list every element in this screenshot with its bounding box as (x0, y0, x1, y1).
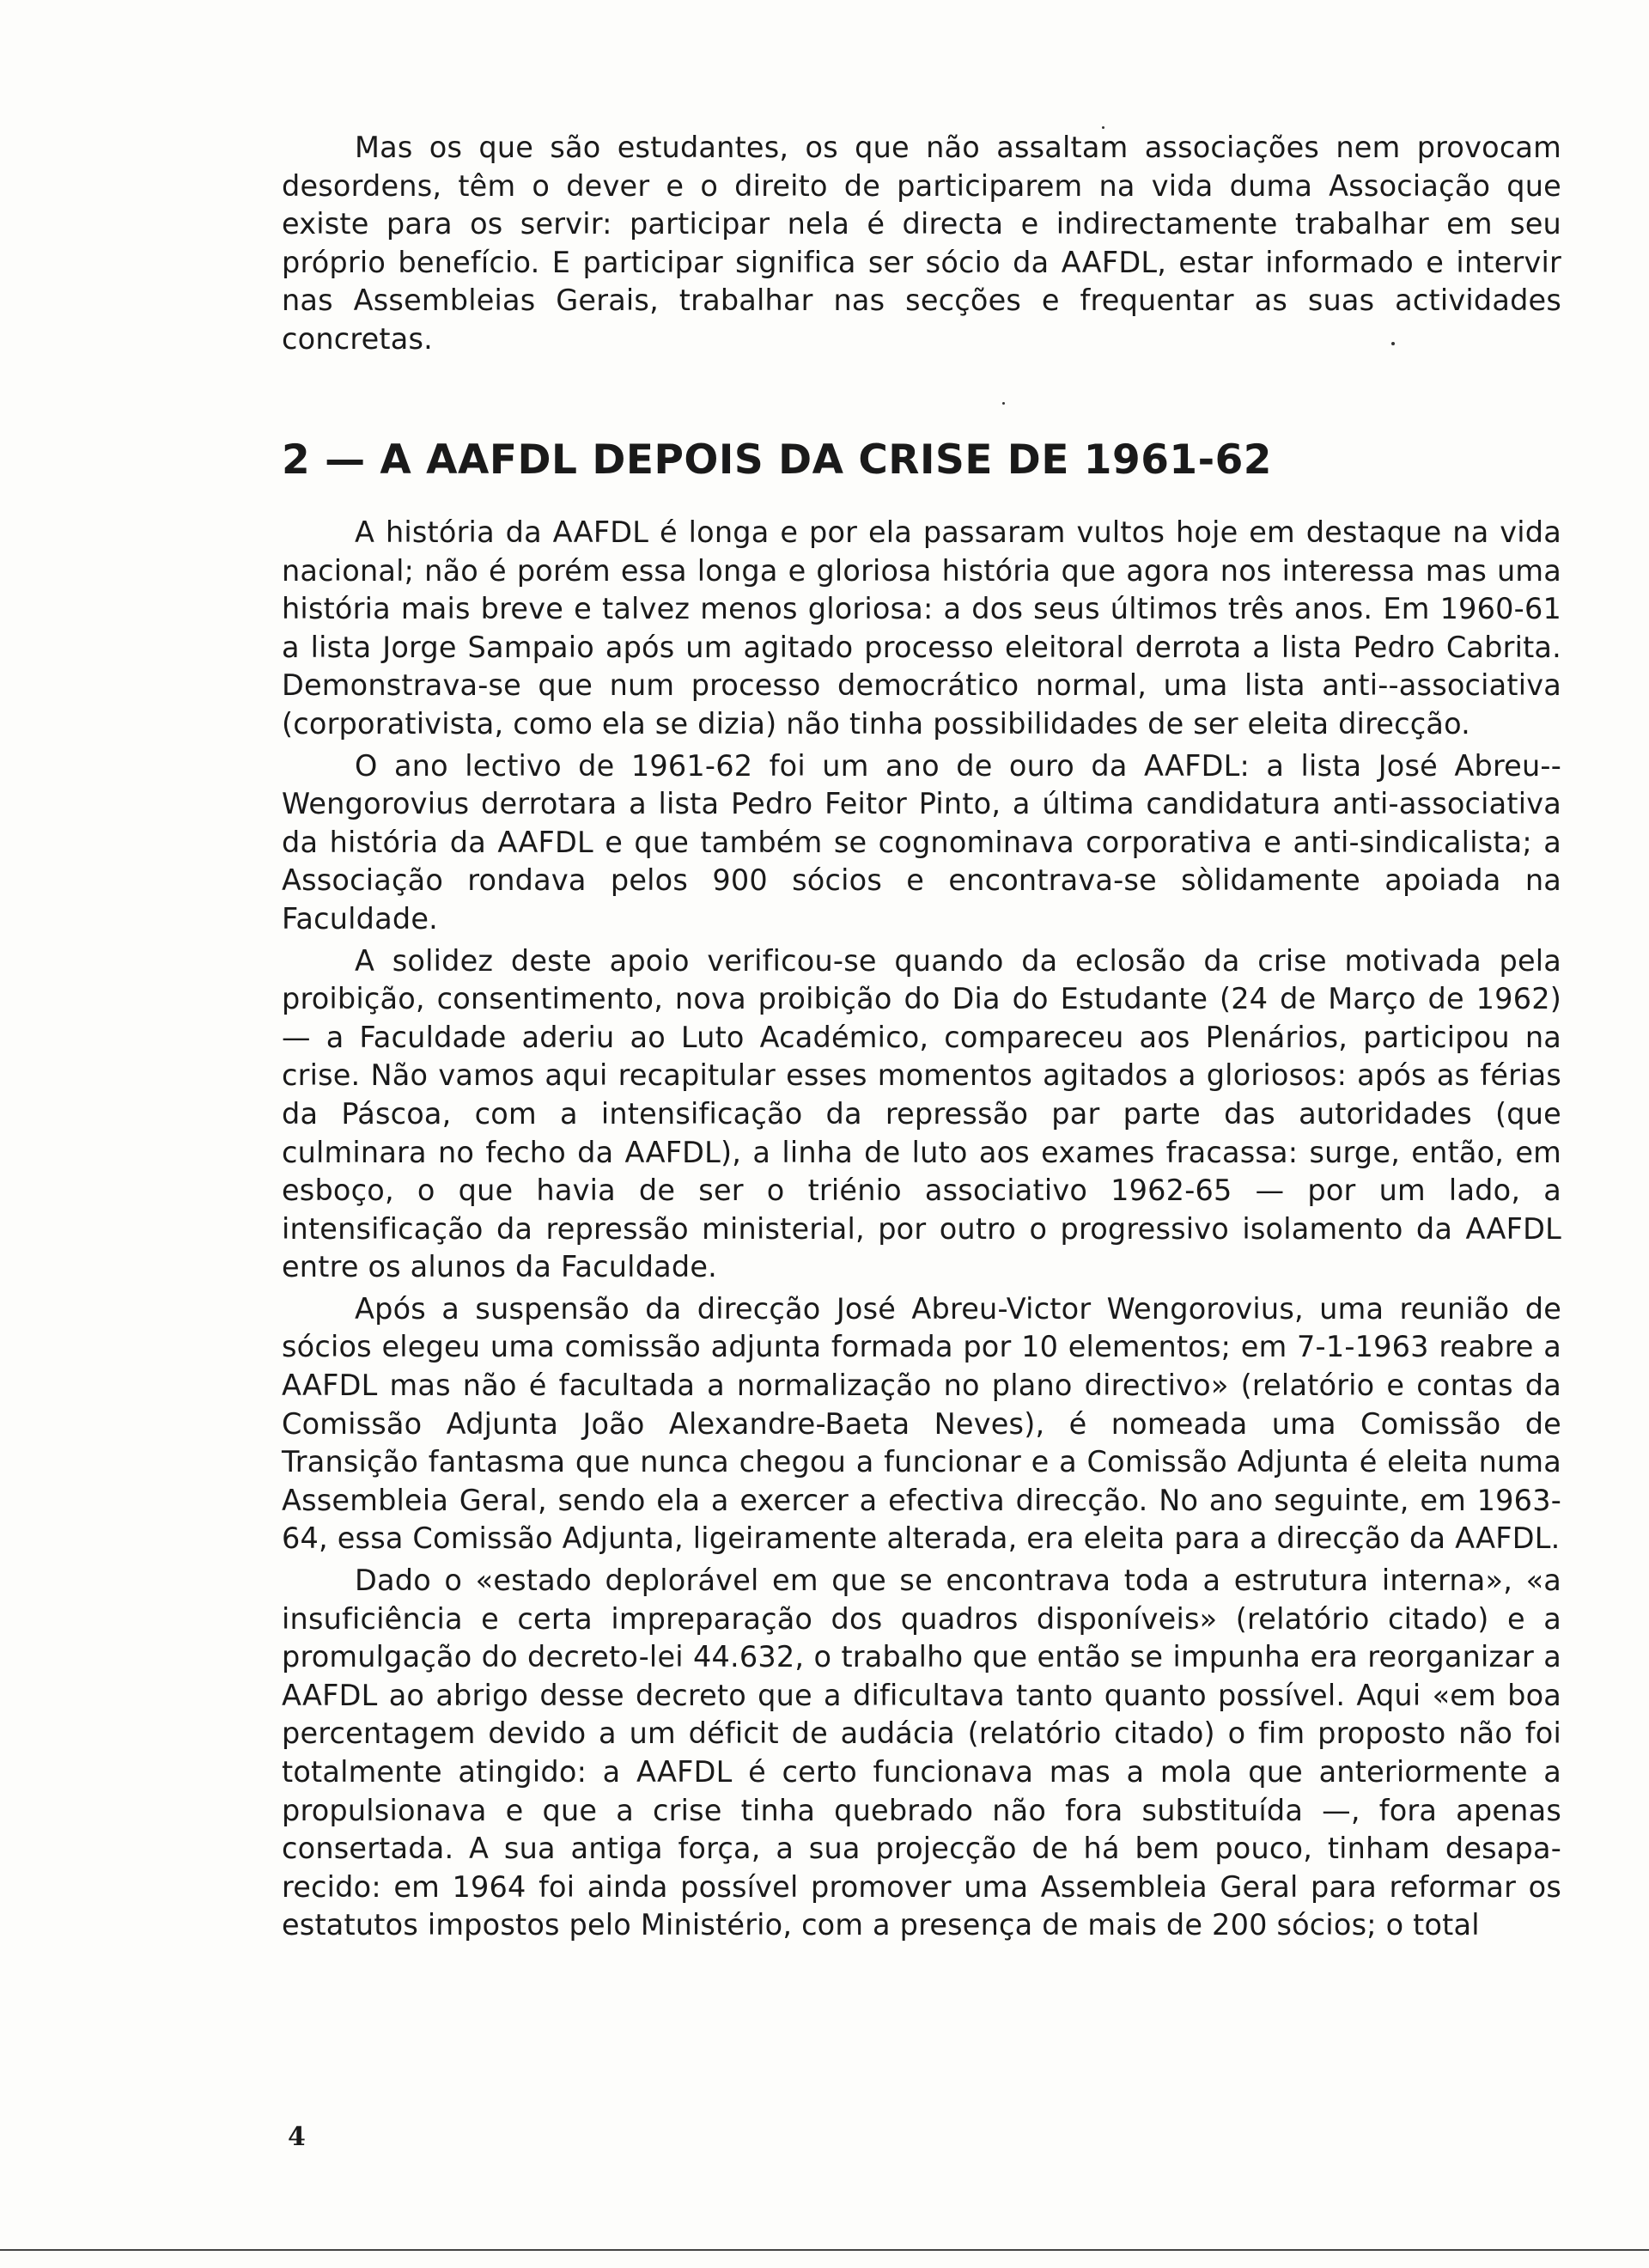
intro-paragraph: Mas os que são estudantes, os que não assaltam associações nem provocam desordens, têm o dever e o direito de participarem na vida duma Associação que existe para os servir: participar nela é directa e indirectamente trabalhar em seu próprio benefício. E participar significa ser sócio da AAFDL, estar informado e intervir nas Assembleias Gerais, trabalhar nas secções e frequentar as suas actividades concretas. (282, 131, 1561, 356)
scan-speck (1391, 342, 1395, 345)
paragraph-suspension: Após a suspensão da direcção José Abreu-Victor Wengorovius, uma reunião de sócios elegeu uma comissão adjunta formada por 10 elementos; em 7-1-1963 reabre a AAFDL mas não é facultada a normalização no plano directivo» (relatório e contas da Comissão Adjunta João Alexandre-Baeta Neves), é nomeada uma Comissão de Transição fantasma que nunca chegou a funcionar e a Comissão Adjunta é eleita numa Assembleia Geral, sendo ela a exercer a efectiva direcção. No ano seguinte, em 1963-64, essa Comissão Adjunta, ligeiramente alterada, era eleita para a direcção da AAFDL. (282, 1291, 1561, 1556)
section-title: 2 — A AAFDL DEPOIS DA CRISE DE 1961-62 (282, 436, 1273, 484)
paragraph-reorganization: Dado o «estado deplorável em que se encontrava toda a estrutura interna», «a insuficiência e certa impreparação dos quadros disponíveis» (relatório citado) e a promulgação do decreto-lei 44.632, o trabalho que então se impunha era reorganizar a AAFDL ao abrigo desse decreto que a dificultava tanto quanto possível. Aqui «em boa percentagem devido a um déficit de audácia (relatório citado) o fim proposto não foi totalmente atingido: a AAFDL é certo funcionava mas a mola que anteriormente a propulsionava e que a crise tinha quebrado não fora substituída —, fora apenas consertada. A sua antiga força, a sua projecção de há bem pouco, tinham desapa-recido: em 1964 foi ainda possível promover uma Assembleia Geral para reformar os estatutos impostos pelo Ministério, com a presença de mais de 200 sócios; o total (282, 1564, 1561, 1942)
paragraph-golden-year: O ano lectivo de 1961-62 foi um ano de ouro da AAFDL: a lista José Abreu--Wengorovius derrotara a lista Pedro Feitor Pinto, a última candidatura anti-associativa da história da AAFDL e que também se cognominava corporativa e anti-sindicalista; a Associação rondava pelos 900 sócios e encontrava-se sòlidamente apoiada na Faculdade. (282, 748, 1561, 936)
scan-speck (1002, 402, 1005, 405)
scan-speck (1102, 126, 1104, 129)
paragraph-history: A história da AAFDL é longa e por ela passaram vultos hoje em destaque na vida nacional; não é porém essa longa e gloriosa história que agora nos interessa mas uma história mais breve e talvez menos gloriosa: a dos seus últimos três anos. Em 1960-61 a lista Jorge Sampaio após um agitado processo eleitoral derrota a lista Pedro Cabrita. Demonstrava-se que num processo democrático normal, uma lista anti--associativa (corporativista, como ela se dizia) não tinha possibilidades de ser eleita direcção. (282, 515, 1561, 741)
page-number: 4 (288, 2122, 306, 2152)
section-body (282, 514, 1561, 1945)
bottom-rule (0, 2249, 1649, 2251)
paragraph-crisis: A solidez deste apoio verificou-se quando da eclosão da crise motivada pela proibição, consentimento, nova proibição do Dia do Estudante (24 de Março de 1962) — a Faculdade aderiu ao Luto Académico, compareceu aos Plenários, participou na crise. Não vamos aqui recapitular esses momentos agitados a gloriosos: após as férias da Páscoa, com a intensificação da repressão par parte das autoridades (que culminara no fecho da AAFDL), a linha de luto aos exames fracassa: surge, então, em esboço, o que havia de ser o triénio associativo 1962-65 — por um lado, a intensificação da repressão ministerial, por outro o progressivo isolamento da AAFDL entre os alunos da Faculdade. (282, 943, 1561, 1284)
